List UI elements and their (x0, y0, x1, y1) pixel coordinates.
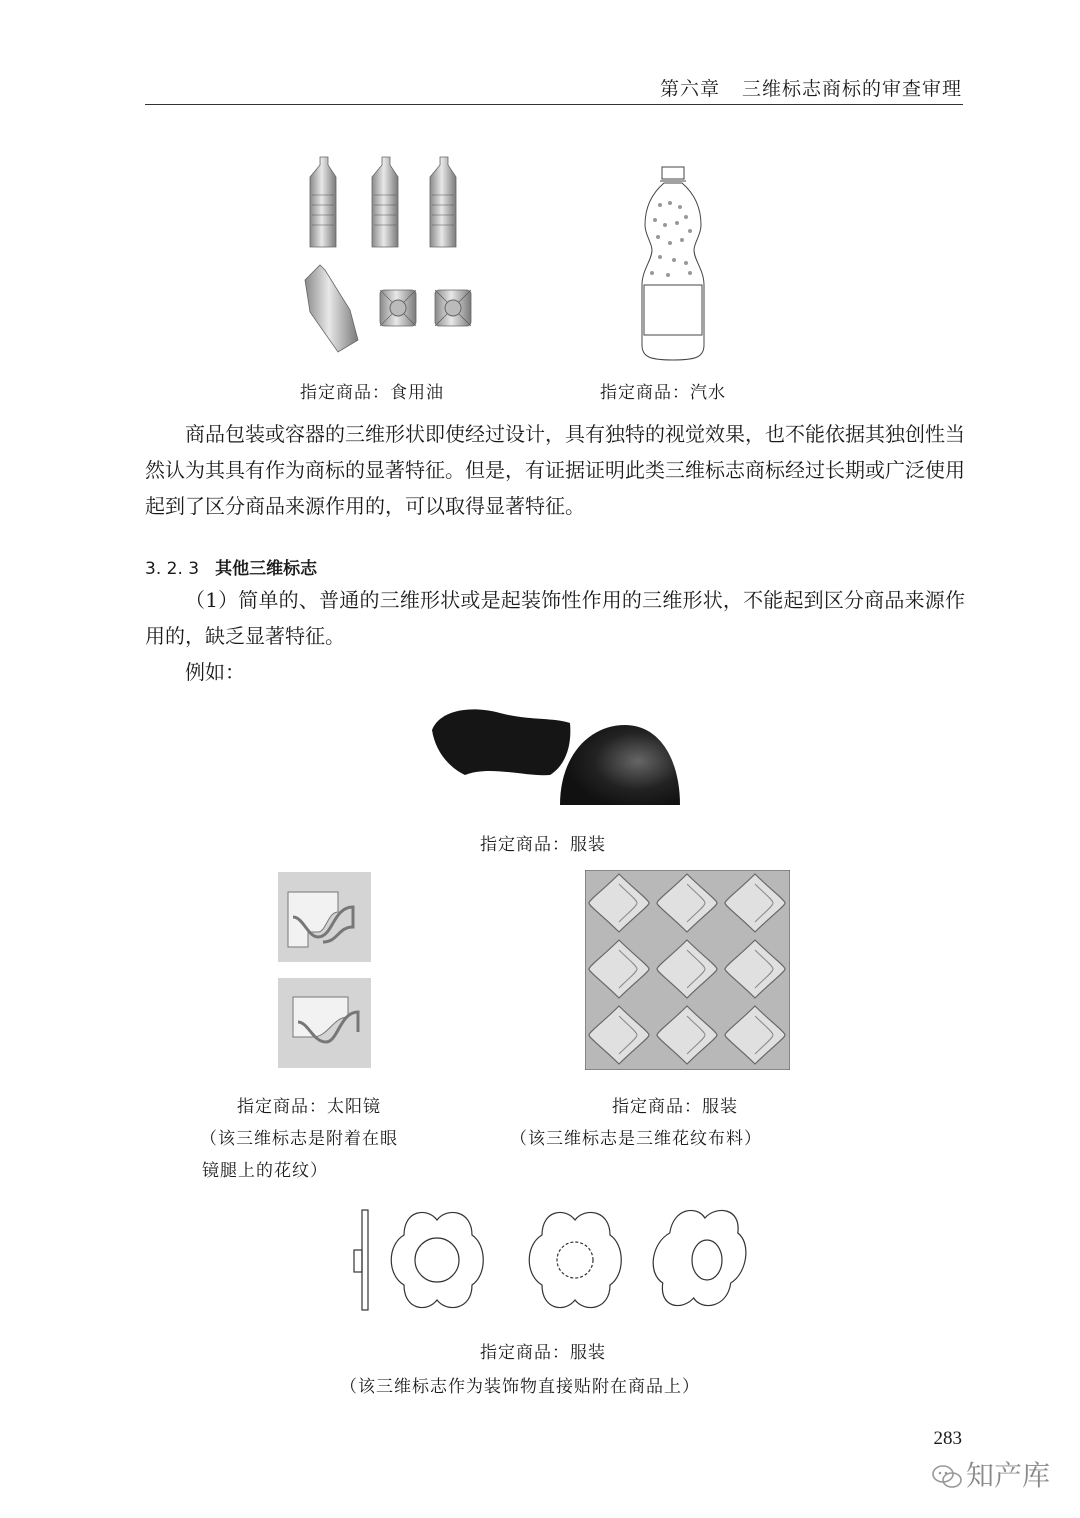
caption-oil: 指定商品：食用油 (300, 383, 444, 403)
flower-ornament-image (352, 1205, 762, 1315)
watermark (932, 1454, 1050, 1494)
caption-clothing-2-note: （该三维标志是三维花纹布料） (510, 1129, 762, 1149)
running-header (660, 74, 962, 101)
sunglasses-pattern-image (278, 872, 371, 1068)
paragraph-2-text: （1）简单的、普通的三维形状或是起装饰性作用的三维形状，不能起到区分商品来源作用的，缺乏显著特征。 (145, 588, 965, 648)
body-paragraph-2 (145, 582, 965, 690)
paragraph-3-text: 例如： (185, 660, 245, 684)
caption-sunglasses-note-2: 镜腿上的花纹） (202, 1161, 328, 1181)
oil-bottles-image (300, 155, 475, 360)
soda-bottle-image (630, 165, 715, 363)
section-number: 3. 2. 3 (145, 559, 200, 579)
wechat-icon (932, 1464, 962, 1490)
caption-sunglasses-title: 指定商品：太阳镜 (237, 1097, 381, 1117)
caption-clothing-2-title: 指定商品：服装 (612, 1097, 738, 1117)
chapter-title: 三维标志商标的审查审理 (741, 78, 962, 100)
page-number: 283 (933, 1428, 962, 1449)
paragraph-1-text: 商品包装或容器的三维形状即使经过设计，具有独特的视觉效果，也不能依据其独创性当然认为其具有作为商标的显著特征。但是，有证据证明此类三维标志商标经过长期或广泛使用起到了区分商品来源作用的，可以取得显著特征。 (145, 422, 965, 518)
watermark-text: 知产库 (966, 1459, 1051, 1492)
clothing-pads-image (430, 705, 680, 810)
body-paragraph-1 (145, 416, 965, 524)
caption-sunglasses-note-1: （该三维标志是附着在眼 (200, 1129, 398, 1149)
chapter-label: 第六章 (659, 78, 720, 100)
caption-clothing-3-note: （该三维标志作为装饰物直接贴附在商品上） (340, 1377, 700, 1397)
caption-soda: 指定商品：汽水 (600, 383, 726, 403)
quilted-fabric-image (585, 870, 790, 1070)
section-title: 其他三维标志 (215, 559, 318, 579)
caption-clothing-3-title: 指定商品：服装 (480, 1343, 606, 1363)
section-heading (145, 554, 317, 579)
header-divider (145, 104, 963, 105)
caption-clothing-1: 指定商品：服装 (480, 835, 606, 855)
